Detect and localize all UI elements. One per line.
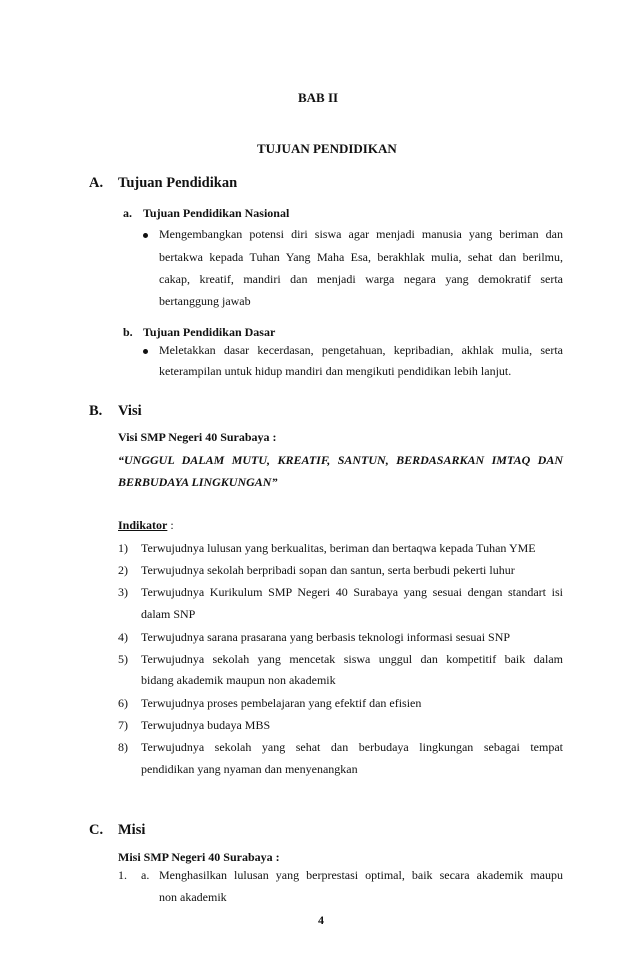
sub-a-line: Mengembangkan potensi diri siswa agar menjadi manusia yang beriman dan — [159, 227, 563, 241]
indikator-item: Terwujudnya sekolah yang sehat dan berbudaya lingkungan sebagai tempat — [141, 740, 563, 754]
section-b-letter: B. — [89, 403, 103, 419]
chapter-label: BAB II — [298, 90, 339, 105]
misi-label: Misi SMP Negeri 40 Surabaya : — [118, 850, 280, 864]
indikator-item: Terwujudnya sekolah berpribadi sopan dan santun, serta berbudi pekerti luhur — [141, 563, 515, 577]
indikator-item: bidang akademik maupun non akademik — [141, 673, 336, 687]
visi-label: Visi SMP Negeri 40 Surabaya : — [118, 430, 277, 444]
indikator-number: 5) — [118, 652, 128, 666]
indikator-number: 4) — [118, 630, 128, 644]
section-c-heading: Misi — [118, 822, 146, 838]
section-a-heading: Tujuan Pendidikan — [118, 175, 238, 191]
indikator-number: 8) — [118, 740, 128, 754]
indikator-number: 6) — [118, 696, 128, 710]
sub-a-heading: Tujuan Pendidikan Nasional — [143, 206, 290, 220]
misi-item: non akademik — [159, 890, 227, 904]
indikator-item: Terwujudnya Kurikulum SMP Negeri 40 Surabaya yang sesuai dengan standart isi — [141, 585, 563, 599]
indikator-item: Terwujudnya sarana prasarana yang berbasis teknologi informasi sesuai SNP — [141, 630, 511, 644]
bullet-icon — [143, 349, 148, 354]
indikator-item: pendidikan yang nyaman dan menyenangkan — [141, 762, 358, 776]
indikator-colon: : — [167, 518, 174, 532]
indikator-item: Terwujudnya sekolah yang mencetak siswa unggul dan kompetitif baik dalam — [141, 652, 563, 666]
sub-b-line: keterampilan untuk hidup mandiri dan mengikuti pendidikan lebih lanjut. — [159, 364, 512, 378]
indikator-number: 3) — [118, 585, 128, 599]
indikator-item: Terwujudnya lulusan yang berkualitas, beriman dan bertaqwa kepada Tuhan YME — [141, 541, 536, 555]
misi-number: 1. — [118, 868, 127, 882]
misi-item: Menghasilkan lulusan yang berprestasi optimal, baik secara akademik maupu — [159, 868, 563, 882]
sub-a-label: a. — [123, 206, 132, 220]
visi-statement: BERBUDAYA LINGKUNGAN” — [118, 475, 278, 489]
page-number: 4 — [318, 913, 324, 927]
indikator-item: Terwujudnya proses pembelajaran yang efektif dan efisien — [141, 696, 422, 710]
indikator-label: Indikator — [118, 518, 168, 532]
chapter-title: TUJUAN PENDIDIKAN — [257, 141, 397, 156]
sub-b-label: b. — [123, 325, 133, 339]
indikator-item: Terwujudnya budaya MBS — [141, 718, 271, 732]
sub-b-heading: Tujuan Pendidikan Dasar — [143, 325, 276, 339]
indikator-number: 1) — [118, 541, 128, 555]
sub-b-line: Meletakkan dasar kecerdasan, pengetahuan, kepribadian, akhlak mulia, serta — [159, 343, 563, 357]
indikator-number: 7) — [118, 718, 128, 732]
indikator-number: 2) — [118, 563, 128, 577]
misi-sub-label: a. — [141, 868, 150, 882]
sub-a-line: bertakwa kepada Tuhan Yang Maha Esa, berakhlak mulia, sehat dan berilmu, — [159, 250, 563, 264]
indikator-heading — [118, 518, 174, 533]
indikator-item: dalam SNP — [141, 607, 196, 621]
bullet-icon — [143, 233, 148, 238]
sub-a-line: cakap, kreatif, mandiri dan menjadi warga negara yang demokratif serta — [159, 272, 563, 286]
section-a-letter: A. — [89, 175, 104, 191]
section-b-heading: Visi — [118, 403, 142, 419]
visi-statement: “UNGGUL DALAM MUTU, KREATIF, SANTUN, BERDASARKAN IMTAQ DAN — [118, 453, 563, 467]
sub-a-line: bertanggung jawab — [159, 294, 251, 308]
section-c-letter: C. — [89, 822, 104, 838]
